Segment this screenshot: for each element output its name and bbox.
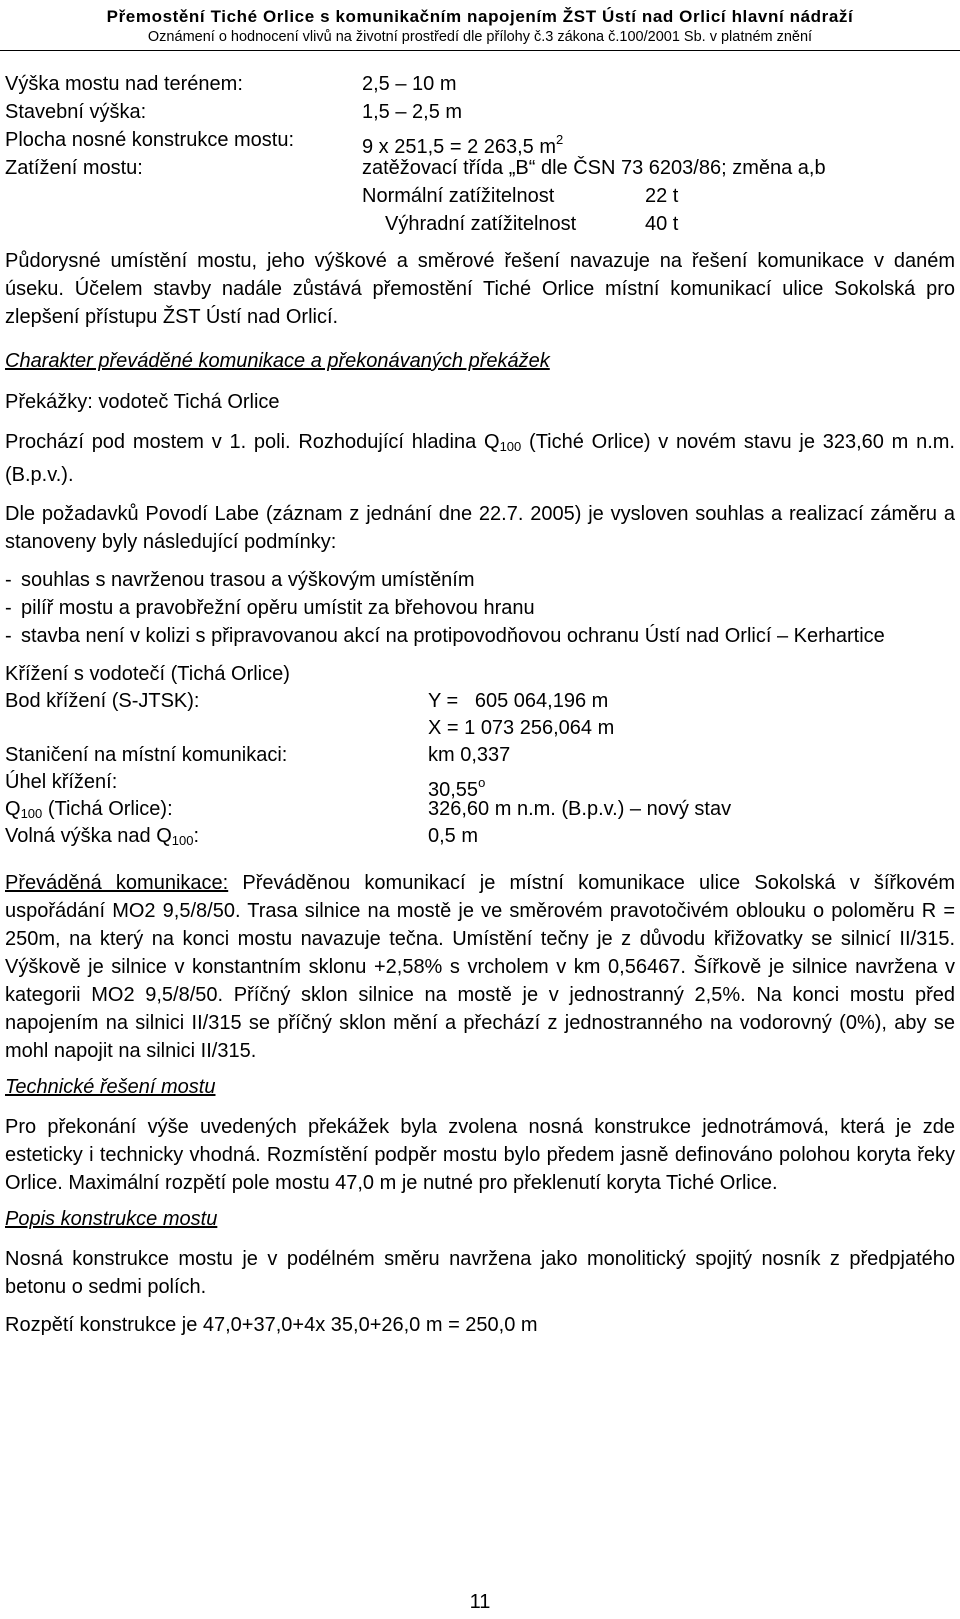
list-item-text: souhlas s navrženou trasou a výškovým umístěním	[21, 569, 475, 591]
free-label-b: :	[193, 825, 200, 847]
param-row-normal	[5, 182, 955, 210]
crossing-title: Křížení s vodotečí (Tichá Orlice)	[5, 663, 290, 685]
q-label-b: (Tichá Orlice):	[42, 798, 173, 820]
crossing-q-row	[5, 796, 955, 823]
param-sub-label: Normální zatížitelnost	[362, 185, 555, 207]
crossing-label: Bod křížení (S-JTSK):	[5, 690, 200, 712]
document-title: Přemostění Tiché Orlice s komunikačním napojením ŽST Ústí nad Orlicí hlavní nádraží	[106, 7, 854, 26]
param-value: zatěžovací třída „B“ dle ČSN 73 6203/86; změna a,b	[362, 157, 826, 179]
x-coordinate: X = 1 073 256,064 m	[428, 717, 615, 739]
list-item	[5, 566, 955, 594]
flow-subscript: 100	[499, 439, 522, 454]
list-item	[5, 622, 955, 650]
section-heading-character: Charakter převáděné komunikace a překonávaných překážek	[5, 350, 550, 372]
free-label-sub: 100	[171, 833, 194, 848]
param-row-load	[5, 154, 955, 182]
param-row-exclusive	[5, 210, 955, 238]
list-item-text: stavba není v kolizi s připravovanou akcí na protipovodňovou ochranu Ústí nad Orlicí – Kerhartice	[21, 625, 885, 647]
param-value: 1,5 – 2,5 m	[362, 101, 463, 123]
section-heading-construction: Popis konstrukce mostu	[5, 1208, 218, 1230]
construction-paragraph: Nosná konstrukce mostu je v podélném směru navržena jako monolitický spojitý nosník z předpjatého betonu o sedmi polích.	[5, 1248, 955, 1298]
q-label-a: Q	[5, 798, 21, 820]
bridge-parameters	[5, 70, 955, 238]
param-label: Výška mostu nad terénem:	[5, 73, 243, 95]
document-subtitle: Oznámení o hodnocení vlivů na životní prostředí dle přílohy č.3 zákona č.100/2001 Sb. v platném znění	[147, 29, 813, 45]
flow-text-b: (Tiché Orlice) v novém stavu je 323,60 m n.m. (B.p.v.).	[5, 431, 955, 486]
crossing-angle-row	[5, 769, 955, 801]
page-header	[0, 0, 960, 46]
flow-text-a: Prochází pod mostem v 1. poli. Rozhodující hladina Q	[5, 431, 500, 453]
list-item	[5, 594, 955, 622]
road-text: Převáděnou komunikací je místní komunikace ulice Sokolská v šířkovém uspořádání MO2 9,5/8/50. Trasa silnice na mostě je ve směrovém pravotočivém oblouku o poloměru R = 250m, na který na konci mostu navazuje tečna. Umístění tečny je z důvodu křižovatky se silnicí II/315. Výškově je silnice v konstantním sklonu +2,58% s vrcholem v km 0,56467. Šířkově je silnice navržena v kategorii MO2 9,5/8/50. Příčný sklon silnice na mostě je v jednostranný 2,5%. Na konci mostu před napojením na silnici II/315 se příčný sklon mění a přechází z jednostranného na vodorovný (0%), aby se mohl napojit na silnici II/315.	[5, 872, 955, 1062]
area-exponent: 2	[556, 132, 564, 147]
y-coordinate: Y = 605 064,196 m	[428, 690, 609, 712]
crossing-title-row	[5, 661, 955, 688]
obstacles-text: Překážky: vodoteč Tichá Orlice	[5, 391, 280, 413]
param-sub-label: Výhradní zatížitelnost	[385, 213, 577, 235]
crossing-free-row	[5, 823, 955, 850]
station-value: km 0,337	[428, 744, 511, 766]
q-label-sub: 100	[20, 806, 43, 821]
section-heading-technical: Technické řešení mostu	[5, 1076, 216, 1098]
crossing-x-row	[5, 715, 955, 742]
param-sub-value: 22 t	[645, 185, 679, 207]
crossing-point-row	[5, 688, 955, 715]
angle-degree-sup: o	[478, 775, 486, 790]
param-row-area	[5, 126, 955, 158]
crossing-block	[5, 661, 955, 850]
crossing-station-row	[5, 742, 955, 769]
road-heading: Převáděná komunikace:	[5, 872, 229, 894]
flow-paragraph	[5, 428, 955, 489]
free-height-value: 0,5 m	[428, 825, 479, 847]
q-value: 326,60 m n.m. (B.p.v.) – nový stav	[428, 798, 732, 820]
param-label: Plocha nosné konstrukce mostu:	[5, 129, 295, 151]
crossing-label	[5, 823, 199, 854]
param-sub-value: 40 t	[645, 213, 679, 235]
list-item-text: pilíř mostu a pravobřežní opěru umístit za břehovou hranu	[21, 597, 535, 619]
crossing-label: Úhel křížení:	[5, 771, 118, 793]
param-row-build	[5, 98, 955, 126]
header-divider	[0, 50, 960, 51]
page-number: 11	[469, 1591, 491, 1613]
technical-paragraph: Pro překonání výše uvedených překážek byla zvolena nosná konstrukce jednotrámová, která je zde esteticky i technicky vhodná. Rozmístění podpěr mostu bylo předem jasně definováno polohou koryta řeky Orlice. Maximální rozpětí pole mostu 47,0 m je nutné pro překlenutí koryta Tiché Orlice.	[5, 1116, 955, 1194]
bullet-dash: -	[5, 625, 12, 647]
povodi-paragraph: Dle požadavků Povodí Labe (záznam z jednání dne 22.7. 2005) je vysloven souhlas a realizací záměru a stanoveny byly následující podmínky:	[5, 503, 955, 553]
param-value: 2,5 – 10 m	[362, 73, 457, 95]
bullet-dash: -	[5, 569, 12, 591]
span-text: Rozpětí konstrukce je 47,0+37,0+4x 35,0+26,0 m = 250,0 m	[5, 1314, 538, 1336]
area-value-text: 9 x 251,5 = 2 263,5 m	[362, 136, 557, 158]
conditions-list	[5, 566, 955, 650]
param-label: Zatížení mostu:	[5, 157, 143, 179]
angle-number: 30,55	[428, 779, 479, 801]
free-label-a: Volná výška nad Q	[5, 825, 172, 847]
param-row-height	[5, 70, 955, 98]
intro-paragraph: Půdorysné umístění mostu, jeho výškové a směrové řešení navazuje na řešení komunikace v daném úseku. Účelem stavby nadále zůstává přemostění Tiché Orlice místní komunikací ulice Sokolská pro zlepšení přístupu ŽST Ústí nad Orlicí.	[5, 250, 955, 328]
bullet-dash: -	[5, 597, 12, 619]
document-body	[5, 70, 955, 1339]
param-label: Stavební výška:	[5, 101, 147, 123]
crossing-label: Staničení na místní komunikaci:	[5, 744, 288, 766]
road-paragraph	[5, 869, 955, 1065]
